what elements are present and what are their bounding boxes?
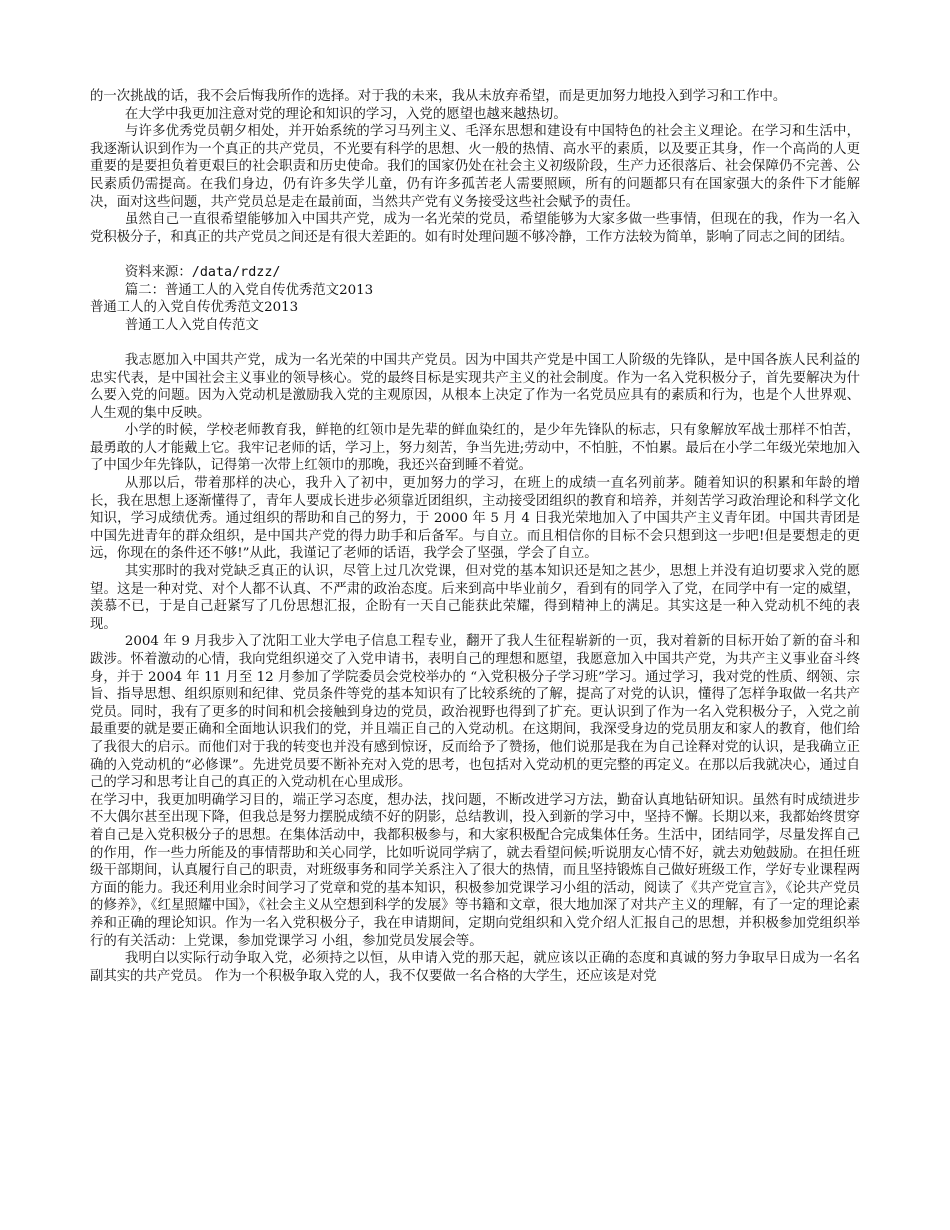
section-heading: 篇二：普通工人的入党自传优秀范文2013 <box>124 282 374 298</box>
paragraph-party-members: 与许多优秀党员朝夕相处，并开始系统的学习马列主义、毛泽东思想和建设有中国特色的社会主义理论。在学习和生活中，我逐渐认识到作为一个真正的共产党员，不光要有科学的思想、火一般的热情、高水平的素质，以及要正其身，作一个高尚的人更重要的是要担负着更艰巨的社会职责和历史使命。我们的国家仍处在社会主义初级阶段，生产力还很落后、社会保障仍不完善、公民素质仍需提高。在我们身边，仍有许多失学儿童，仍有许多孤苦老人需要照顾，所有的问题都只有在国家强大的条件下才能解决，面对这些问题，共产党员总是走在最前面，当然共产党有义务接受这些社会赋予的责任。 <box>90 124 860 210</box>
article-title: 普通工人的入党自传优秀范文2013 <box>90 300 299 316</box>
paragraph-middle-school: 从那以后，带着那样的决心，我升入了初中，更加努力的学习，在班上的成绩一直名列前茅。随着知识的积累和年龄的增长，我在思想上逐渐懂得了，青年人要成长进步必须靠近团组织，主动接受团组织的教育和培养，并刻苦学习政治理论和科学文化知识，学习成绩优秀。通过组织的帮助和自己的努力，于 2000 年 5 月 4 日我光荣地加入了中国共产主义青年团。中国共青团是中国先进青年的群众组织，是中国共产党的得力助手和后备军。与自立。而且相信你的目标不会只想到这一步吧!但是要想走的更远，你现在的条件还不够!”从此，我谨记了老师的话语，我学会了坚强，学会了自立。 <box>90 476 860 562</box>
paragraph-primary-school: 小学的时候，学校老师教育我，鲜艳的红领巾是先辈的鲜血染红的，是少年先锋队的标志，只有象解放军战士那样不怕苦，最勇敢的人才能戴上它。我牢记老师的话，学习上，努力刻苦，争当先进;劳动中，不怕脏，不怕累。最后在小学二年级光荣地加入了中国少年先锋队，记得第一次带上红领巾的那晚，我还兴奋到睡不着觉。 <box>90 423 860 474</box>
blank-line <box>90 246 860 264</box>
blank-line <box>90 334 860 352</box>
paragraph-continuation: 的一次挑战的话，我不会后悔我所作的选择。对于我的未来，我从未放弃希望，而是更加努力地投入到学习和工作中。 <box>90 89 787 104</box>
paragraph-volunteer: 我志愿加入中国共产党，成为一名光荣的中国共产党员。因为中国共产党是中国工人阶级的先锋队，是中国各族人民利益的忠实代表，是中国社会主义事业的领导核心。党的最终目标是实现共产主义的社会制度。作为一名入党积极分子，首先要解决为什么要入党的问题。因为入党动机是激励我入党的主观原因，从根本上决定了作为一名党员应具有的素质和行为，也是个人世界观、人生观的集中反映。 <box>90 352 860 421</box>
paragraph-high-school: 其实那时的我对党缺乏真正的认识，尽管上过几次党课，但对党的基本知识还是知之甚少，思想上并没有迫切要求入党的愿望。这是一种对党、对个人都不认真、不严肃的政治态度。后来到高中毕业前夕，看到有的同学入了党，在同学中有一定的威望，羡慕不已，于是自己赶紧写了几份思想汇报，企盼有一天自己能获此荣耀，得到精神上的满足。其实这是一种入党动机不纯的表现。 <box>90 564 860 632</box>
source-line <box>90 264 860 282</box>
paragraph-commitment: 我明白以实际行动争取入党，必须持之以恒，从申请入党的那天起，就应该以正确的态度和真诚的努力争取早日成为一名名副其实的共产党员。 作为一个积极争取入党的人，我不仅要做一名合格的大学生，还应该是对党 <box>90 951 860 984</box>
article-subtitle: 普通工人入党自传范文 <box>124 317 259 333</box>
paragraph-university: 2004 年 9 月我步入了沈阳工业大学电子信息工程专业，翻开了我人生征程崭新的一页，我对着新的目标开始了新的奋斗和跋涉。怀着激动的心情，我向党组织递交了入党申请书，表明自己的理想和愿望，我愿意加入中国共产党，为共产主义事业奋斗终身，并于 2004 年 11 月至 12 月参加了学院委员会党校举办的 “入党积极分子学习班”学习。通过学习，我对党的性质、纲领、宗旨、指导思想、组织原则和纪律、党员条件等党的基本知识有了比较系统的了解，提高了对党的认识，懂得了怎样争取做一名共产党员。同时，我有了更多的时间和机会接触到身边的党员，政治视野也得到了扩充。更认识到了作为一名入党积极分子，入党之前最重要的就是要正确和全面地认识我们的党，并且端正自己的入党动机。在这期间，我深受身边的党员朋友和家人的教育，他们给了我很大的启示。而他们对于我的转变也并没有感到惊讶，反而给予了赞扬，他们说那是我在为自己诠释对党的认识，是我确立正确的入党动机的“必修课”。先进党员要不断补充对入党的思考，也包括对入党动机的更完整的再定义。在那以后我就决心，通过自己的学习和思考让自己的真正的入党动机在心里成形。 <box>90 634 860 791</box>
paragraph-shortcomings: 虽然自己一直很希望能够加入中国共产党，成为一名光荣的党员，希望能够为大家多做一些事情，但现在的我，作为一名入党积极分子，和真正的共产党员之间还是有很大差距的。如有时处理问题不够冷静，工作方法较为简单，影响了同志之间的团结。 <box>90 212 860 245</box>
document-body <box>90 88 860 985</box>
source-label: 资料来源： <box>124 264 192 280</box>
paragraph-university-study: 在大学中我更加注意对党的理论和知识的学习，入党的愿望也越来越热切。 <box>124 106 567 122</box>
paragraph-study-life: 在学习中，我更加明确学习目的，端正学习态度，想办法，找问题，不断改进学习方法，勤奋认真地钻研知识。虽然有时成绩进步不大偶尔甚至出现下降，但我总是努力摆脱成绩不好的阴影，总结教训，投入到新的学习中，坚持不懈。长期以来，我都始终贯穿着自己是入党积极分子的思想。在集体活动中，我都积极参与，和大家积极配合完成集体任务。生活中，团结同学，尽量发挥自己的作用，作一些力所能及的事情帮助和关心同学，比如听说同学病了，就去看望问候;听说朋友心情不好，就去劝勉鼓励。在担任班级干部期间，认真履行自己的职责，对班级事务和同学关系注入了很大的热情，而且坚持锻炼自己做好班级工作，学好专业课程两方面的能力。我还利用业余时间学习了党章和党的基本知识，积极参加党课学习小组的活动，阅读了《共产党宣言》，《论共产党员的修养》，《红星照耀中国》，《社会主义从空想到科学的发展》等书籍和文章，很大地加深了对共产主义的理解，有了一定的理论素养和正确的理论知识。作为一名入党积极分子，我在申请期间，定期向党组织和入党介绍人汇报自己的思想，并积极参加党组织举行的有关活动：上党课，参加党课学习 小组，参加党员发展会等。 <box>90 792 860 949</box>
source-path: /data/rdzz/ <box>191 264 281 280</box>
